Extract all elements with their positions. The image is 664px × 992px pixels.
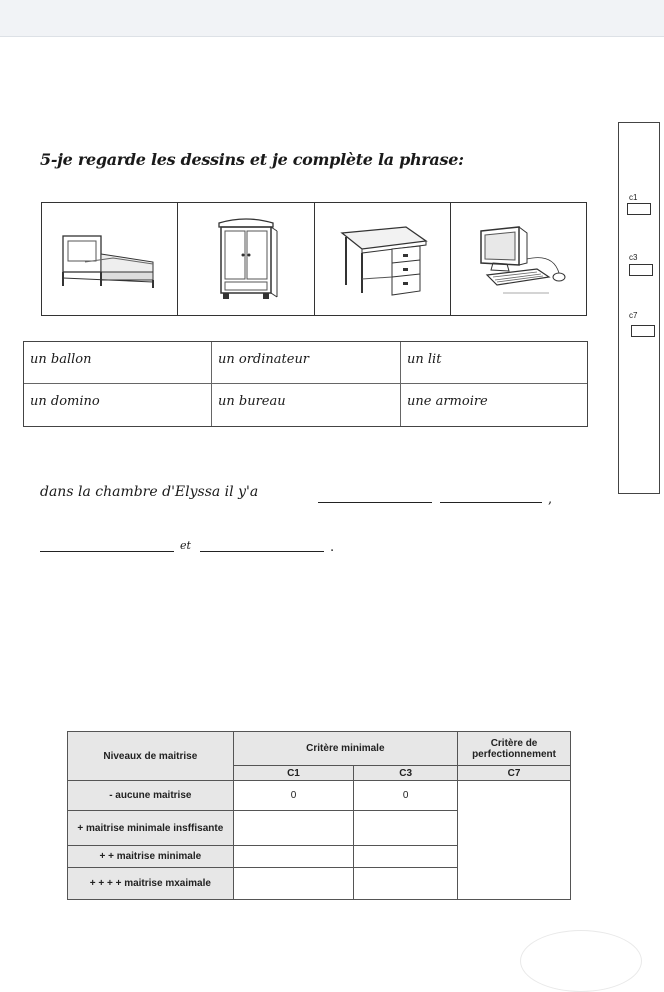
header-perf: Critère de perfectionnement [458, 732, 571, 766]
picture-cell-wardrobe [178, 203, 314, 315]
word-cell: une armoire [407, 394, 488, 409]
comma-mark: , [548, 492, 553, 507]
browser-top-bar [0, 0, 664, 37]
header-c3: C3 [354, 766, 458, 781]
level-cell: + + maitrise minimale [68, 845, 234, 867]
word-cell: un bureau [212, 384, 401, 426]
c1-cell[interactable] [233, 867, 354, 899]
criteria-label-c1: c1 [629, 193, 638, 202]
picture-cell-bed [42, 203, 178, 315]
table-row [68, 781, 571, 811]
word-cell: un ballon [24, 342, 212, 384]
c3-cell[interactable]: 0 [354, 781, 458, 811]
word-table [23, 341, 588, 427]
page-corner-decoration [520, 930, 642, 992]
picture-cell-desk [315, 203, 451, 315]
c1-cell[interactable]: 0 [233, 781, 354, 811]
picture-strip [41, 202, 587, 316]
level-cell: - aucune maitrise [68, 781, 234, 811]
criteria-label-c7: c7 [629, 311, 638, 320]
computer-icon [463, 219, 573, 299]
word-cell: un lit [401, 342, 587, 384]
criteria-label-c3: c3 [629, 253, 638, 262]
header-levels: Niveaux de maitrise [68, 732, 234, 781]
answer-blank-3[interactable] [40, 551, 174, 552]
c7-cell[interactable] [458, 781, 571, 900]
header-c1: C1 [233, 766, 354, 781]
answer-blank-4[interactable] [200, 551, 324, 552]
c3-cell[interactable] [354, 811, 458, 845]
answer-blank-1[interactable] [318, 502, 432, 503]
level-cell: + + + + maitrise mxaimale [68, 867, 234, 899]
period-mark: . [330, 540, 335, 555]
criteria-box-c1[interactable] [627, 203, 651, 215]
c1-cell[interactable] [233, 845, 354, 867]
word-cell: un domino [24, 384, 212, 426]
picture-cell-computer [451, 203, 586, 315]
exercise-title: 5-je regarde les dessins et je complète la phrase: [40, 150, 464, 169]
header-min: Critère minimale [233, 732, 457, 766]
c1-cell[interactable] [233, 811, 354, 845]
word-cell: un ordinateur [212, 342, 401, 384]
connector-word: et [180, 539, 191, 552]
wardrobe-icon [211, 213, 281, 305]
desk-icon [332, 219, 432, 299]
evaluation-table [67, 731, 571, 900]
bed-icon [55, 224, 165, 294]
criteria-panel [618, 122, 660, 494]
criteria-box-c3[interactable] [629, 264, 653, 276]
answer-blank-2[interactable] [440, 502, 542, 503]
sentence-start: dans la chambre d'Elyssa il y'a [40, 484, 259, 500]
c3-cell[interactable] [354, 845, 458, 867]
level-cell: + maitrise minimale insffisante [68, 811, 234, 845]
header-c7: C7 [458, 766, 571, 781]
c3-cell[interactable] [354, 867, 458, 899]
criteria-box-c7[interactable] [631, 325, 655, 337]
